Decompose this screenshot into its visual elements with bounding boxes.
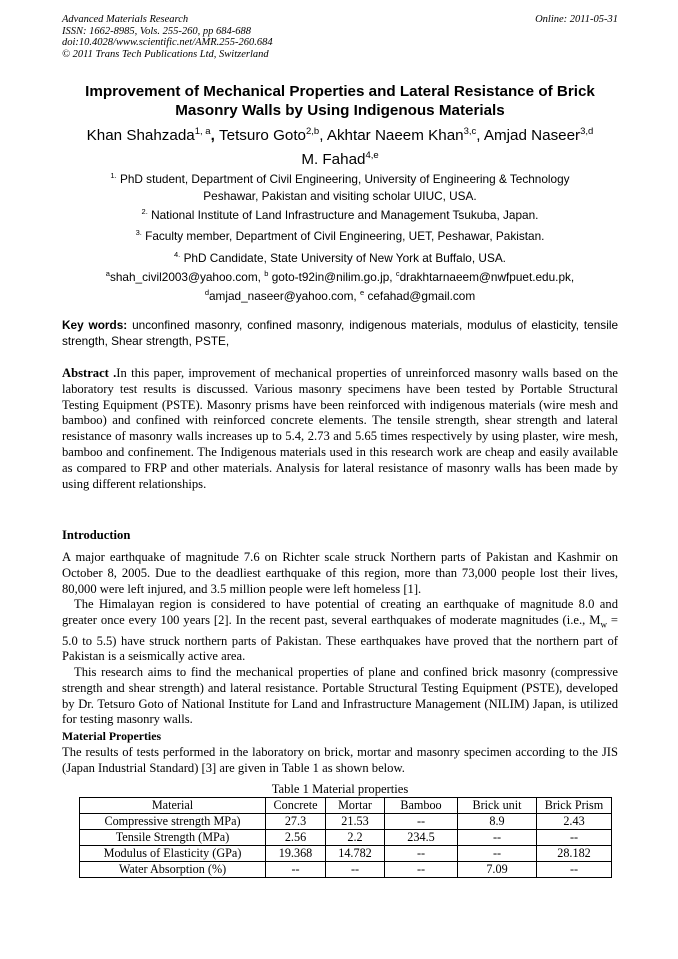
table-cell: 19.368: [266, 846, 326, 862]
journal-header: [62, 14, 618, 60]
affiliation-text: National Institute of Land Infrastructure and Management Tsukuba, Japan.: [151, 207, 539, 222]
journal-doi: doi:10.4028/www.scientific.net/AMR.255-260.684: [62, 37, 273, 49]
table-cell: --: [385, 846, 458, 862]
author-superscript: 3,d: [580, 126, 594, 137]
introduction-text: [62, 550, 618, 728]
author-name: Tetsuro Goto: [219, 127, 306, 145]
table-row: [80, 846, 612, 862]
email-link[interactable]: shah_civil2003@yahoo.com,: [109, 269, 261, 284]
journal-name: Advanced Materials Research: [62, 14, 189, 25]
affiliation-number: 2.: [141, 207, 148, 216]
affiliation-text: Peshawar, Pakistan and visiting scholar UIUC, USA.: [203, 188, 477, 203]
table-cell: 2.43: [537, 814, 612, 830]
journal-copyright: © 2011 Trans Tech Publications Ltd, Switzerland: [62, 48, 269, 60]
email-link[interactable]: cefahad@gmail.com: [367, 288, 476, 303]
paragraph: The Himalayan region is considered to have potential of creating an earthquake of magnitude 8.0 and greater once every 100 years [2]. In the recent past, several earthquakes of moderate magnitudes (i.e., $M_w = 5.0$ to 5.5) have struck northern parts of Pakistan. These earthquakes have proved that the northern part of Pakistan is a seismically active area.: [62, 597, 618, 664]
table-header-cell: Material: [80, 798, 266, 814]
author-separator: ,: [319, 127, 327, 145]
table-cell: 2.2: [326, 830, 385, 846]
author-superscript: 4,e: [365, 150, 379, 162]
table-cell: --: [537, 862, 612, 878]
table-row: [80, 862, 612, 878]
author-superscript: 3,c: [463, 126, 477, 137]
table-cell: 234.5: [385, 830, 458, 846]
journal-issn: ISSN: 1662-8985, Vols. 255-260, pp 684-688: [62, 25, 251, 37]
author-name: Akhtar Naeem Khan: [326, 127, 464, 145]
paragraph: This research aims to find the mechanical properties of plane and confined brick masonry (compressive strength and shear strength) and lateral resistance. Portable Structural Testing Equipment (PSTE), developed by Dr. Tetsuro Goto of National Institute for Land and Infrastructure Management (NILIM) Japan, is utilized for testing masonry walls.: [62, 665, 618, 727]
email-link[interactable]: drakhtarnaeem@nwfpuet.edu.pk,: [399, 269, 575, 284]
material-properties-text: The results of tests performed in the laboratory on brick, mortar and masonry specimen according to the JIS (Japan Industrial Standard) [3] are given in Table 1 as shown below.: [62, 745, 618, 775]
table-header-cell: Bamboo: [385, 798, 458, 814]
table-row: [80, 814, 612, 830]
affiliation-number: 3.: [135, 228, 142, 237]
table-cell: 27.3: [266, 814, 326, 830]
table-header-cell: Concrete: [266, 798, 326, 814]
table-header-cell: Mortar: [326, 798, 385, 814]
table-cell: 2.56: [266, 830, 326, 846]
keywords: [62, 318, 618, 349]
affiliation-3: [62, 224, 618, 245]
affiliation-text: PhD Candidate, State University of New York at Buffalo, USA.: [183, 250, 506, 265]
affiliation-number: 4.: [174, 250, 181, 259]
paper-title: Improvement of Mechanical Properties and Lateral Resistance of Brick Masonry Walls by Using Indigenous Materials: [85, 83, 595, 119]
table-cell: Tensile Strength (MPa): [80, 830, 266, 846]
table-cell: --: [266, 862, 326, 878]
table-header-cell: Brick unit: [458, 798, 537, 814]
email-link[interactable]: goto-t92in@nilim.go.jp,: [271, 269, 393, 284]
abstract-text: In this paper, improvement of mechanical properties of unreinforced masonry walls based on the laboratory test results is discussed. Various masonry specimens have been tested by Portable Structural Testing Equipment (PSTE). Masonry prisms have been reinforced with indigenous materials (wire mesh and bamboo) and confined with reinforced concrete elements. The tensile strength, shear strength and lateral resistance of masonry walls increases up to 5.4, 2.73 and 5.65 times respectively by using plaster, wire mesh, bamboo and confinement. The Indigenous materials used in this research work are cheap and easily available as compared to FRP and other materials. Analysis for lateral resistance of masonry walls has been made by using different relationships.: [62, 366, 618, 491]
table-caption: Table 1 Material properties: [271, 782, 409, 796]
author-emails: $^a$shah_civil2003@yahoo.com, $^b$ goto-t92in@nilim.go.jp, $^c$drakhtarnaeem@nwfpuet.edu.pk, $^d$amjad_naseer@yahoo.com, $^e$ cefahad@gmail.com: [105, 269, 575, 303]
table-cell: 7.09: [458, 862, 537, 878]
affiliation-text: Faculty member, Department of Civil Engineering, UET, Peshawar, Pakistan.: [145, 228, 545, 243]
author-list: [62, 122, 618, 170]
table-cell: 8.9: [458, 814, 537, 830]
author-superscript: 1, a: [194, 126, 211, 137]
table-cell: --: [385, 862, 458, 878]
table-cell: 14.782: [326, 846, 385, 862]
material-properties-table: [79, 797, 612, 878]
online-date: Online: 2011-05-31: [535, 14, 618, 25]
table-cell: Modulus of Elasticity (GPa): [80, 846, 266, 862]
table-header-row: [80, 798, 612, 814]
affiliation-number: 1.: [110, 171, 117, 180]
email-link[interactable]: amjad_naseer@yahoo.com,: [208, 288, 357, 303]
table-cell: --: [385, 814, 458, 830]
affiliation-4: [62, 246, 618, 267]
author-separator: ,: [210, 127, 220, 145]
section-heading-material-properties: Material Properties: [62, 729, 162, 743]
author-name: Khan Shahzada: [86, 127, 195, 145]
table-cell: --: [458, 830, 537, 846]
author-superscript: 2,b: [306, 126, 320, 137]
affiliation-1: [62, 167, 618, 205]
abstract: [62, 366, 618, 492]
paragraph: A major earthquake of magnitude 7.6 on Richter scale struck Northern parts of Pakistan and Kashmir on October 8, 2005. Due to the deadliest earthquake of this region, more than 73,000 people lost their lives, 80,000 were left injured, and 3.5 million people were left homeless [1].: [62, 550, 618, 596]
keywords-label: Key words:: [62, 318, 128, 332]
author-name: Amjad Naseer: [483, 127, 581, 145]
section-heading-introduction: Introduction: [62, 528, 131, 542]
table-cell: --: [537, 830, 612, 846]
abstract-label: Abstract .: [62, 366, 117, 380]
table-cell: Water Absorption (%): [80, 862, 266, 878]
table-cell: Compressive strength MPa): [80, 814, 266, 830]
affiliation-2: [62, 203, 618, 224]
author-name: M. Fahad: [301, 151, 366, 169]
table-header-cell: Brick Prism: [537, 798, 612, 814]
table-row: [80, 830, 612, 846]
table-cell: --: [326, 862, 385, 878]
keywords-text: unconfined masonry, confined masonry, indigenous materials, modulus of elasticity, tensile strength, Shear strength, PSTE,: [62, 318, 618, 348]
affiliation-text: PhD student, Department of Civil Engineering, University of Engineering & Technology: [119, 171, 570, 186]
table-cell: 21.53: [326, 814, 385, 830]
table-cell: 28.182: [537, 846, 612, 862]
author-separator: ,: [476, 127, 484, 145]
table-cell: --: [458, 846, 537, 862]
